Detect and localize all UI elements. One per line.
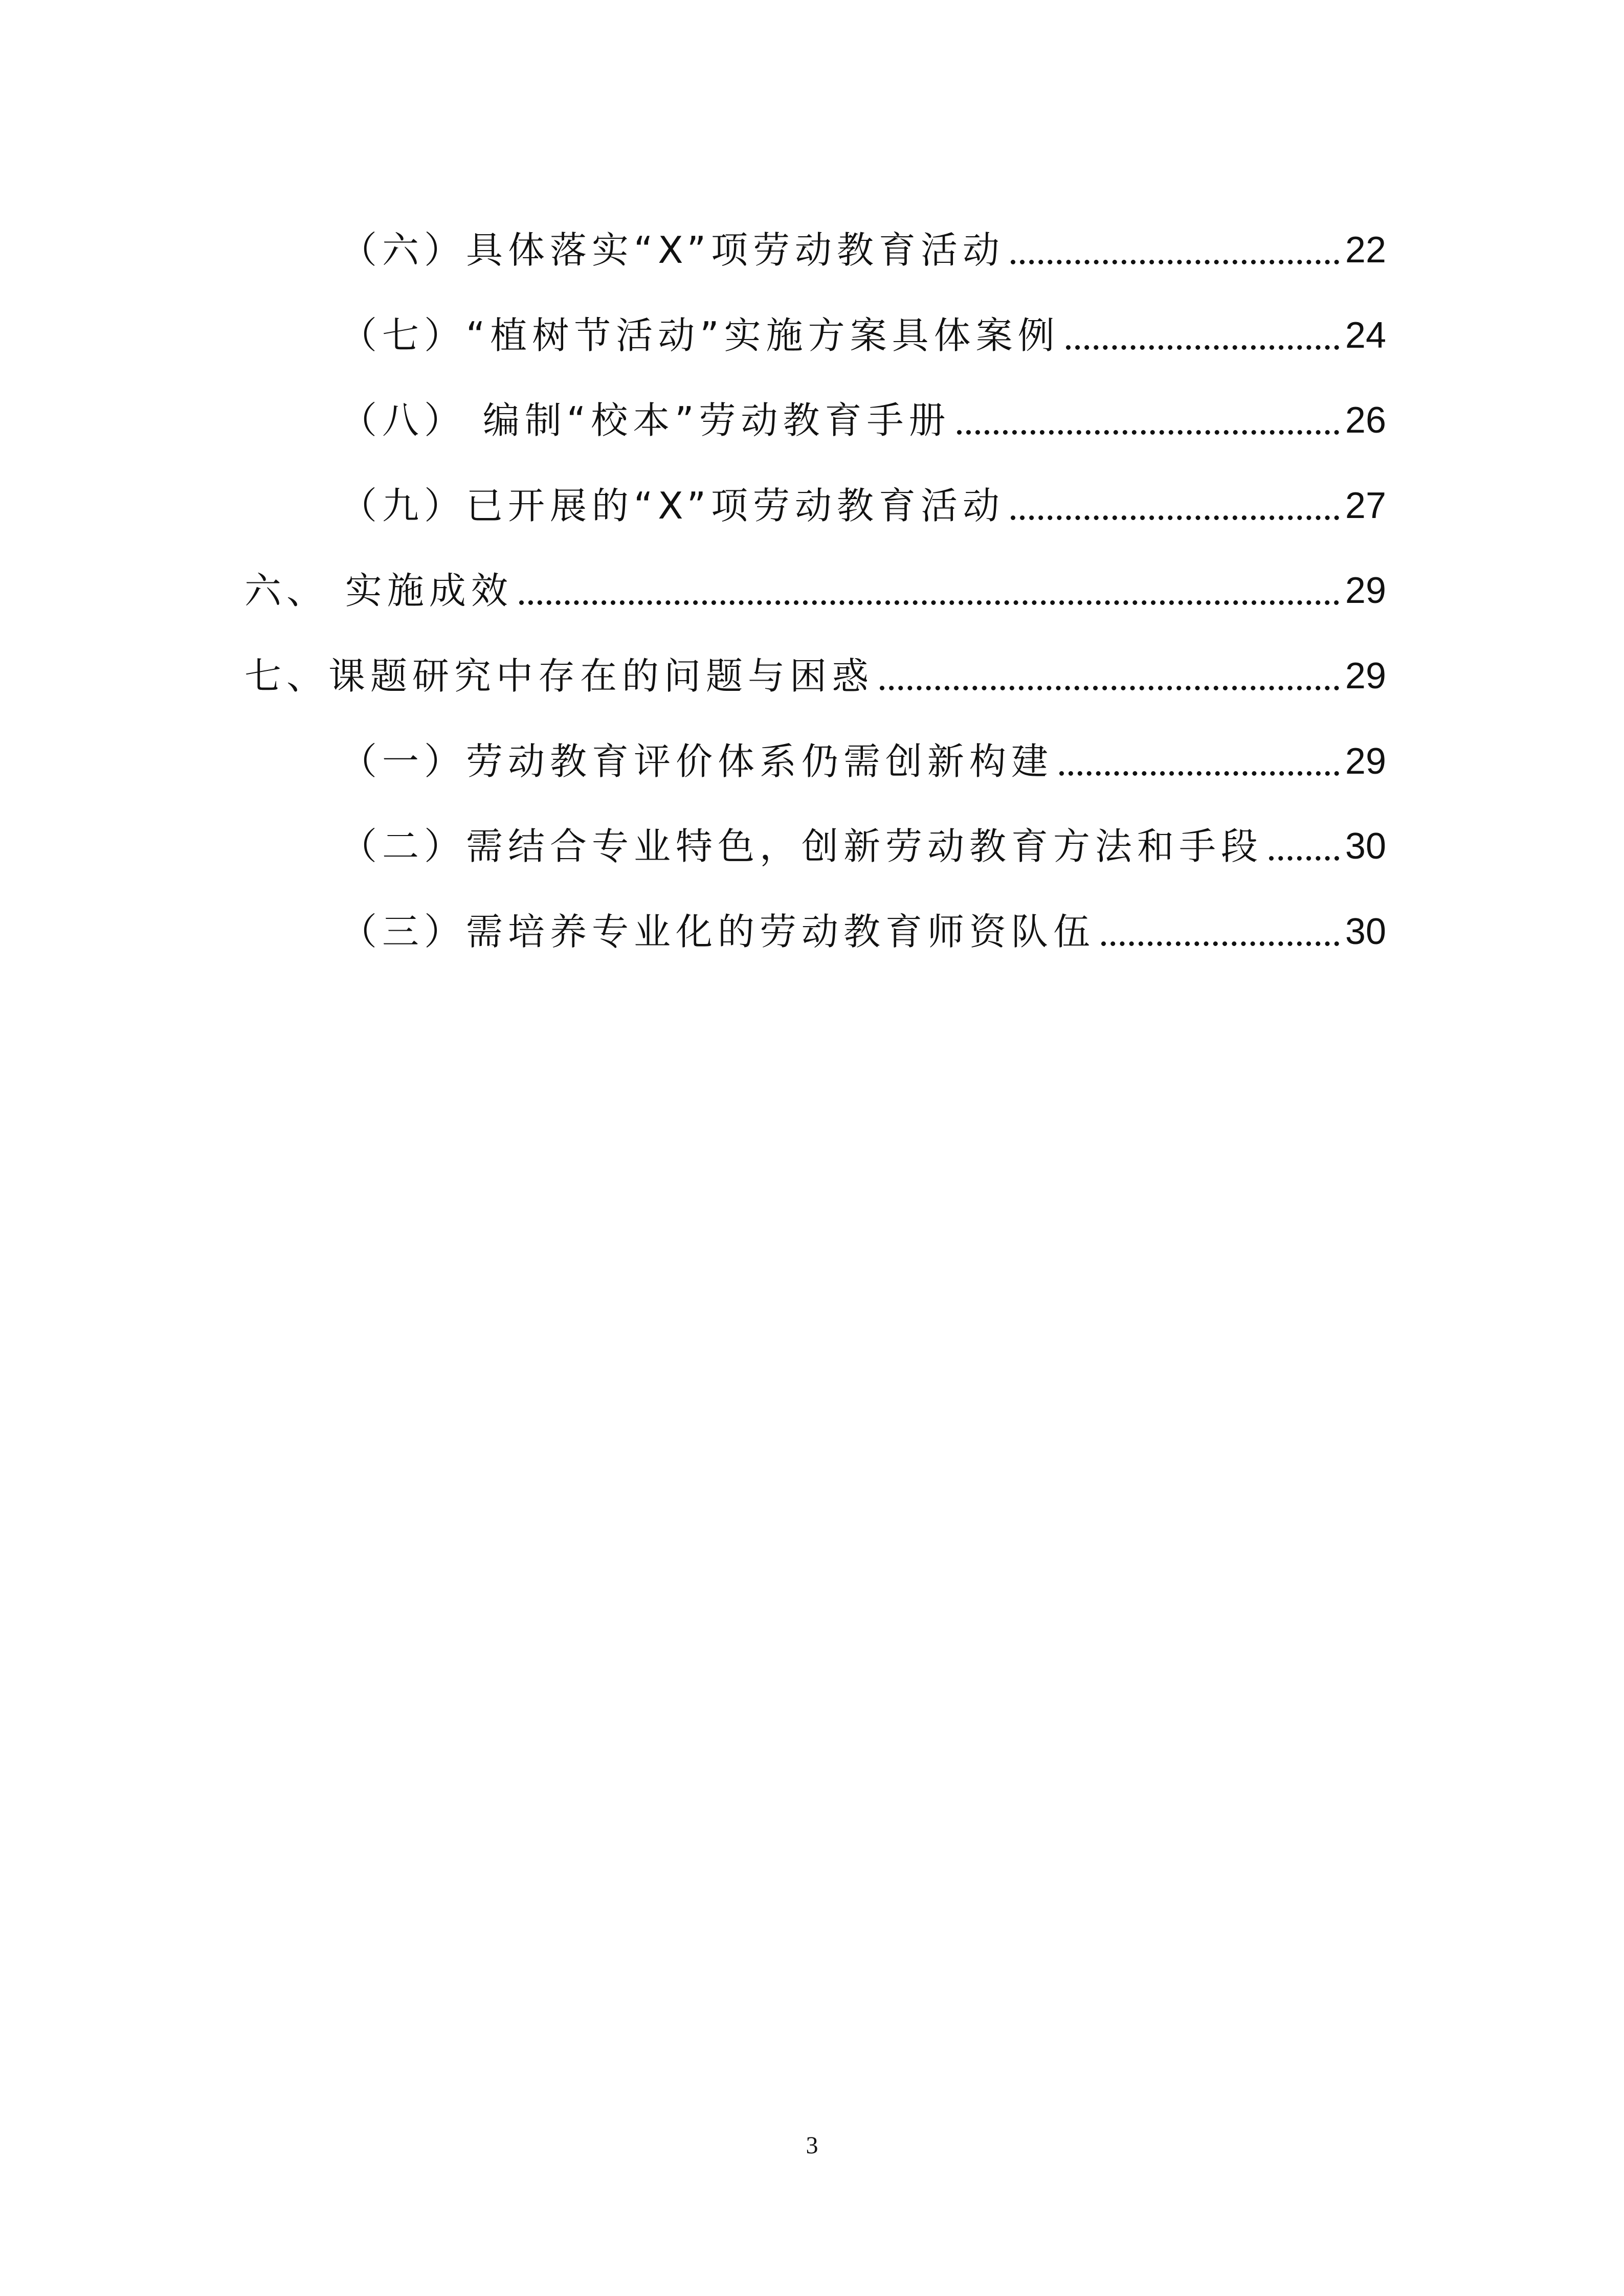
toc-entry-title: 七、课题研究中存在的问题与困惑 xyxy=(244,655,874,697)
toc-leader-dots xyxy=(1101,941,1339,946)
toc-entry[interactable] xyxy=(340,377,1386,442)
toc-entry-title: （一）劳动教育评价体系仍需创新构建 xyxy=(340,740,1054,783)
toc-entry[interactable] xyxy=(340,463,1386,527)
toc-leader-dots xyxy=(1269,856,1339,861)
toc-entry[interactable] xyxy=(340,889,1386,953)
toc-entry-title: （三）需培养专业化的劳动教育师资队伍 xyxy=(340,910,1096,953)
toc-leader-dots xyxy=(1011,260,1339,264)
toc-entry[interactable] xyxy=(244,633,1386,697)
toc-entry[interactable] xyxy=(244,548,1386,612)
toc-entry-page: 27 xyxy=(1345,485,1386,526)
toc-entry-title: （九）已开展的“X”项劳动教育活动 xyxy=(340,484,1005,527)
toc-leader-dots xyxy=(1011,515,1339,520)
toc-leader-dots xyxy=(957,430,1339,435)
toc-leader-dots xyxy=(519,600,1339,605)
toc-entry[interactable] xyxy=(340,718,1386,783)
toc-leader-dots xyxy=(880,686,1339,690)
page-number: 3 xyxy=(806,2132,818,2159)
toc-entry-title: 六、 实施成效 xyxy=(244,569,513,612)
toc-entry[interactable] xyxy=(340,207,1386,272)
toc-entry-page: 30 xyxy=(1345,826,1386,867)
toc-entry-page: 29 xyxy=(1345,570,1386,611)
toc-entry-title: （七）“植树节活动”实施方案具体案例 xyxy=(340,314,1060,357)
toc-entry-page: 29 xyxy=(1345,741,1386,782)
toc-entry-page: 24 xyxy=(1345,315,1386,356)
toc-entry-title: （八） 编制“校本”劳动教育手册 xyxy=(340,399,951,442)
toc-entry-title: （六）具体落实“X”项劳动教育活动 xyxy=(340,229,1005,272)
toc-entry-title: （二）需结合专业特色，创新劳动教育方法和手段 xyxy=(340,825,1263,868)
toc-entry-page: 30 xyxy=(1345,911,1386,952)
toc-entry-page: 26 xyxy=(1345,400,1386,441)
toc-entry[interactable] xyxy=(340,803,1386,868)
toc-leader-dots xyxy=(1066,345,1339,350)
toc-entry[interactable] xyxy=(340,292,1386,357)
toc-entry-page: 22 xyxy=(1345,230,1386,271)
toc-entry-page: 29 xyxy=(1345,656,1386,696)
toc-leader-dots xyxy=(1059,771,1339,776)
